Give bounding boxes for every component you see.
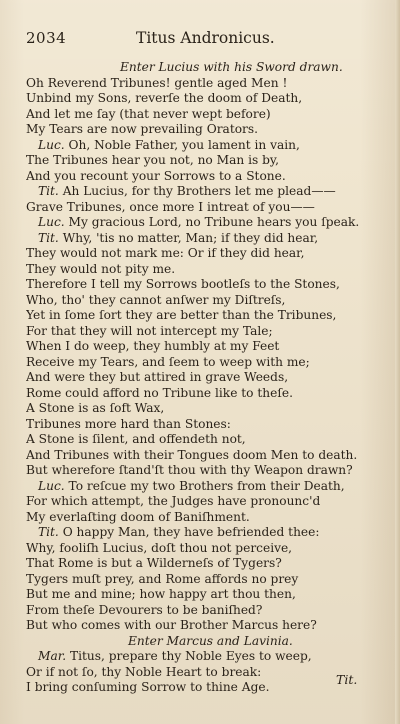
verse-text: When I do weep, they humbly at my Feet: [26, 339, 280, 353]
speaker-name: Tit.: [38, 525, 59, 539]
verse-line: [26, 215, 378, 231]
verse-text: And were they but attired in grave Weeds,: [26, 370, 289, 384]
verse-text: But wherefore ſtand'ſt thou with thy Weapon drawn?: [26, 463, 353, 477]
catchword: Tit.: [336, 672, 358, 687]
play-text: [26, 60, 378, 696]
verse-text: For which attempt, the Judges have pronounc'd: [26, 494, 321, 508]
verse-line: [26, 680, 378, 696]
speech-text: To reſcue my two Brothers from their Death,: [68, 478, 345, 493]
stage-direction-text: Enter Marcus and Lavinia.: [128, 633, 293, 648]
page-header: [26, 29, 374, 49]
speech-text: Ah Lucius, for thy Brothers let me plead——: [62, 184, 336, 198]
verse-line: [26, 200, 378, 216]
verse-line: [26, 355, 378, 371]
verse-line: [26, 231, 378, 247]
verse-line: [26, 107, 378, 123]
verse-text: Receive my Tears, and ſeem to weep with me;: [26, 354, 310, 369]
speaker-name: Tit.: [38, 230, 59, 245]
speaker-name: Luc.: [38, 478, 65, 493]
verse-line: [26, 370, 378, 386]
verse-line: [26, 138, 378, 154]
verse-line: [26, 76, 378, 92]
verse-line: [26, 432, 378, 448]
verse-text: They would not mark me: Or if they did hear,: [26, 246, 305, 260]
verse-line: [26, 618, 378, 634]
page-number: 2034: [26, 29, 67, 47]
speaker-name: Luc.: [38, 215, 65, 229]
verse-text: And Tribunes with their Tongues doom Men to death.: [26, 447, 358, 462]
verse-text: A Stone is as ſoft Wax,: [26, 401, 165, 415]
verse-text: Grave Tribunes, once more I intreat of you——: [26, 199, 315, 214]
verse-text: Who, tho' they cannot anſwer my Diſtreſs,: [26, 292, 286, 307]
verse-line: [26, 308, 378, 324]
speaker-name: Mar.: [38, 649, 67, 663]
verse-text: They would not pity me.: [26, 261, 176, 276]
verse-line: [26, 246, 378, 262]
verse-line: [26, 665, 378, 681]
verse-text: The Tribunes hear you not, no Man is by,: [26, 153, 280, 167]
verse-line: [26, 324, 378, 340]
verse-line: [26, 587, 378, 603]
verse-line: [26, 169, 378, 185]
verse-text: And let me ſay (that never wept before): [26, 106, 271, 121]
running-title: Titus Andronicus.: [136, 29, 275, 47]
stage-direction: [26, 60, 378, 76]
verse-line: [26, 293, 378, 309]
verse-text: But me and mine; how happy art thou then,: [26, 587, 296, 601]
speaker-name: Tit.: [38, 184, 59, 198]
verse-line: [26, 463, 378, 479]
verse-line: [26, 448, 378, 464]
verse-line: [26, 479, 378, 495]
speech-text: Titus, prepare thy Noble Eyes to weep,: [69, 649, 312, 663]
verse-line: [26, 339, 378, 355]
verse-line: [26, 262, 378, 278]
verse-line: [26, 572, 378, 588]
verse-text: Therefore I tell my Sorrows bootleſs to the Stones,: [26, 277, 340, 291]
verse-text: Rome could afford no Tribune like to theſe.: [26, 385, 293, 400]
speech-text: My gracious Lord, no Tribune hears you ſpeak.: [68, 215, 360, 229]
verse-line: [26, 417, 378, 433]
verse-line: [26, 649, 378, 665]
verse-text: My Tears are now prevailing Orators.: [26, 122, 259, 136]
verse-line: [26, 122, 378, 138]
verse-text: Oh Reverend Tribunes! gentle aged Men !: [26, 75, 288, 90]
speaker-name: Luc.: [38, 137, 65, 152]
verse-line: [26, 525, 378, 541]
verse-line: [26, 91, 378, 107]
speech-text: O happy Man, they have befriended thee:: [62, 525, 320, 539]
verse-text: For that they will not intercept my Tale;: [26, 323, 273, 338]
verse-text: Why, fooliſh Lucius, doſt thou not perceive,: [26, 540, 293, 555]
speech-text: Oh, Noble Father, you lament in vain,: [68, 137, 300, 152]
speech-text: Why, 'tis no matter, Man; if they did hear,: [62, 230, 319, 245]
stage-direction: [26, 634, 378, 650]
verse-text: That Rome is but a Wilderneſs of Tygers?: [26, 556, 282, 570]
verse-text: My everlaſting doom of Baniſhment.: [26, 509, 250, 524]
verse-line: [26, 153, 378, 169]
verse-line: [26, 603, 378, 619]
verse-text: From theſe Devourers to be baniſhed?: [26, 602, 263, 617]
verse-text: But who comes with our Brother Marcus here?: [26, 618, 317, 632]
verse-line: [26, 510, 378, 526]
verse-text: Or if not ſo, thy Noble Heart to break:: [26, 664, 262, 679]
verse-text: I bring conſuming Sorrow to thine Age.: [26, 680, 270, 694]
verse-line: [26, 541, 378, 557]
verse-line: [26, 277, 378, 293]
verse-text: Yet in ſome ſort they are better than the Tribunes,: [26, 308, 337, 322]
page-edge: [395, 0, 400, 724]
verse-text: Unbind my Sons, reverſe the doom of Death,: [26, 91, 303, 105]
verse-text: Tribunes more hard than Stones:: [26, 416, 231, 431]
verse-line: [26, 386, 378, 402]
verse-line: [26, 184, 378, 200]
stage-direction-text: Enter Lucius with his Sword drawn.: [120, 60, 343, 74]
verse-line: [26, 556, 378, 572]
verse-text: Tygers muſt prey, and Rome affords no prey: [26, 571, 299, 586]
verse-text: And you recount your Sorrows to a Stone.: [26, 168, 286, 183]
verse-line: [26, 494, 378, 510]
verse-line: [26, 401, 378, 417]
verse-text: A Stone is ſilent, and offendeth not,: [26, 432, 246, 446]
